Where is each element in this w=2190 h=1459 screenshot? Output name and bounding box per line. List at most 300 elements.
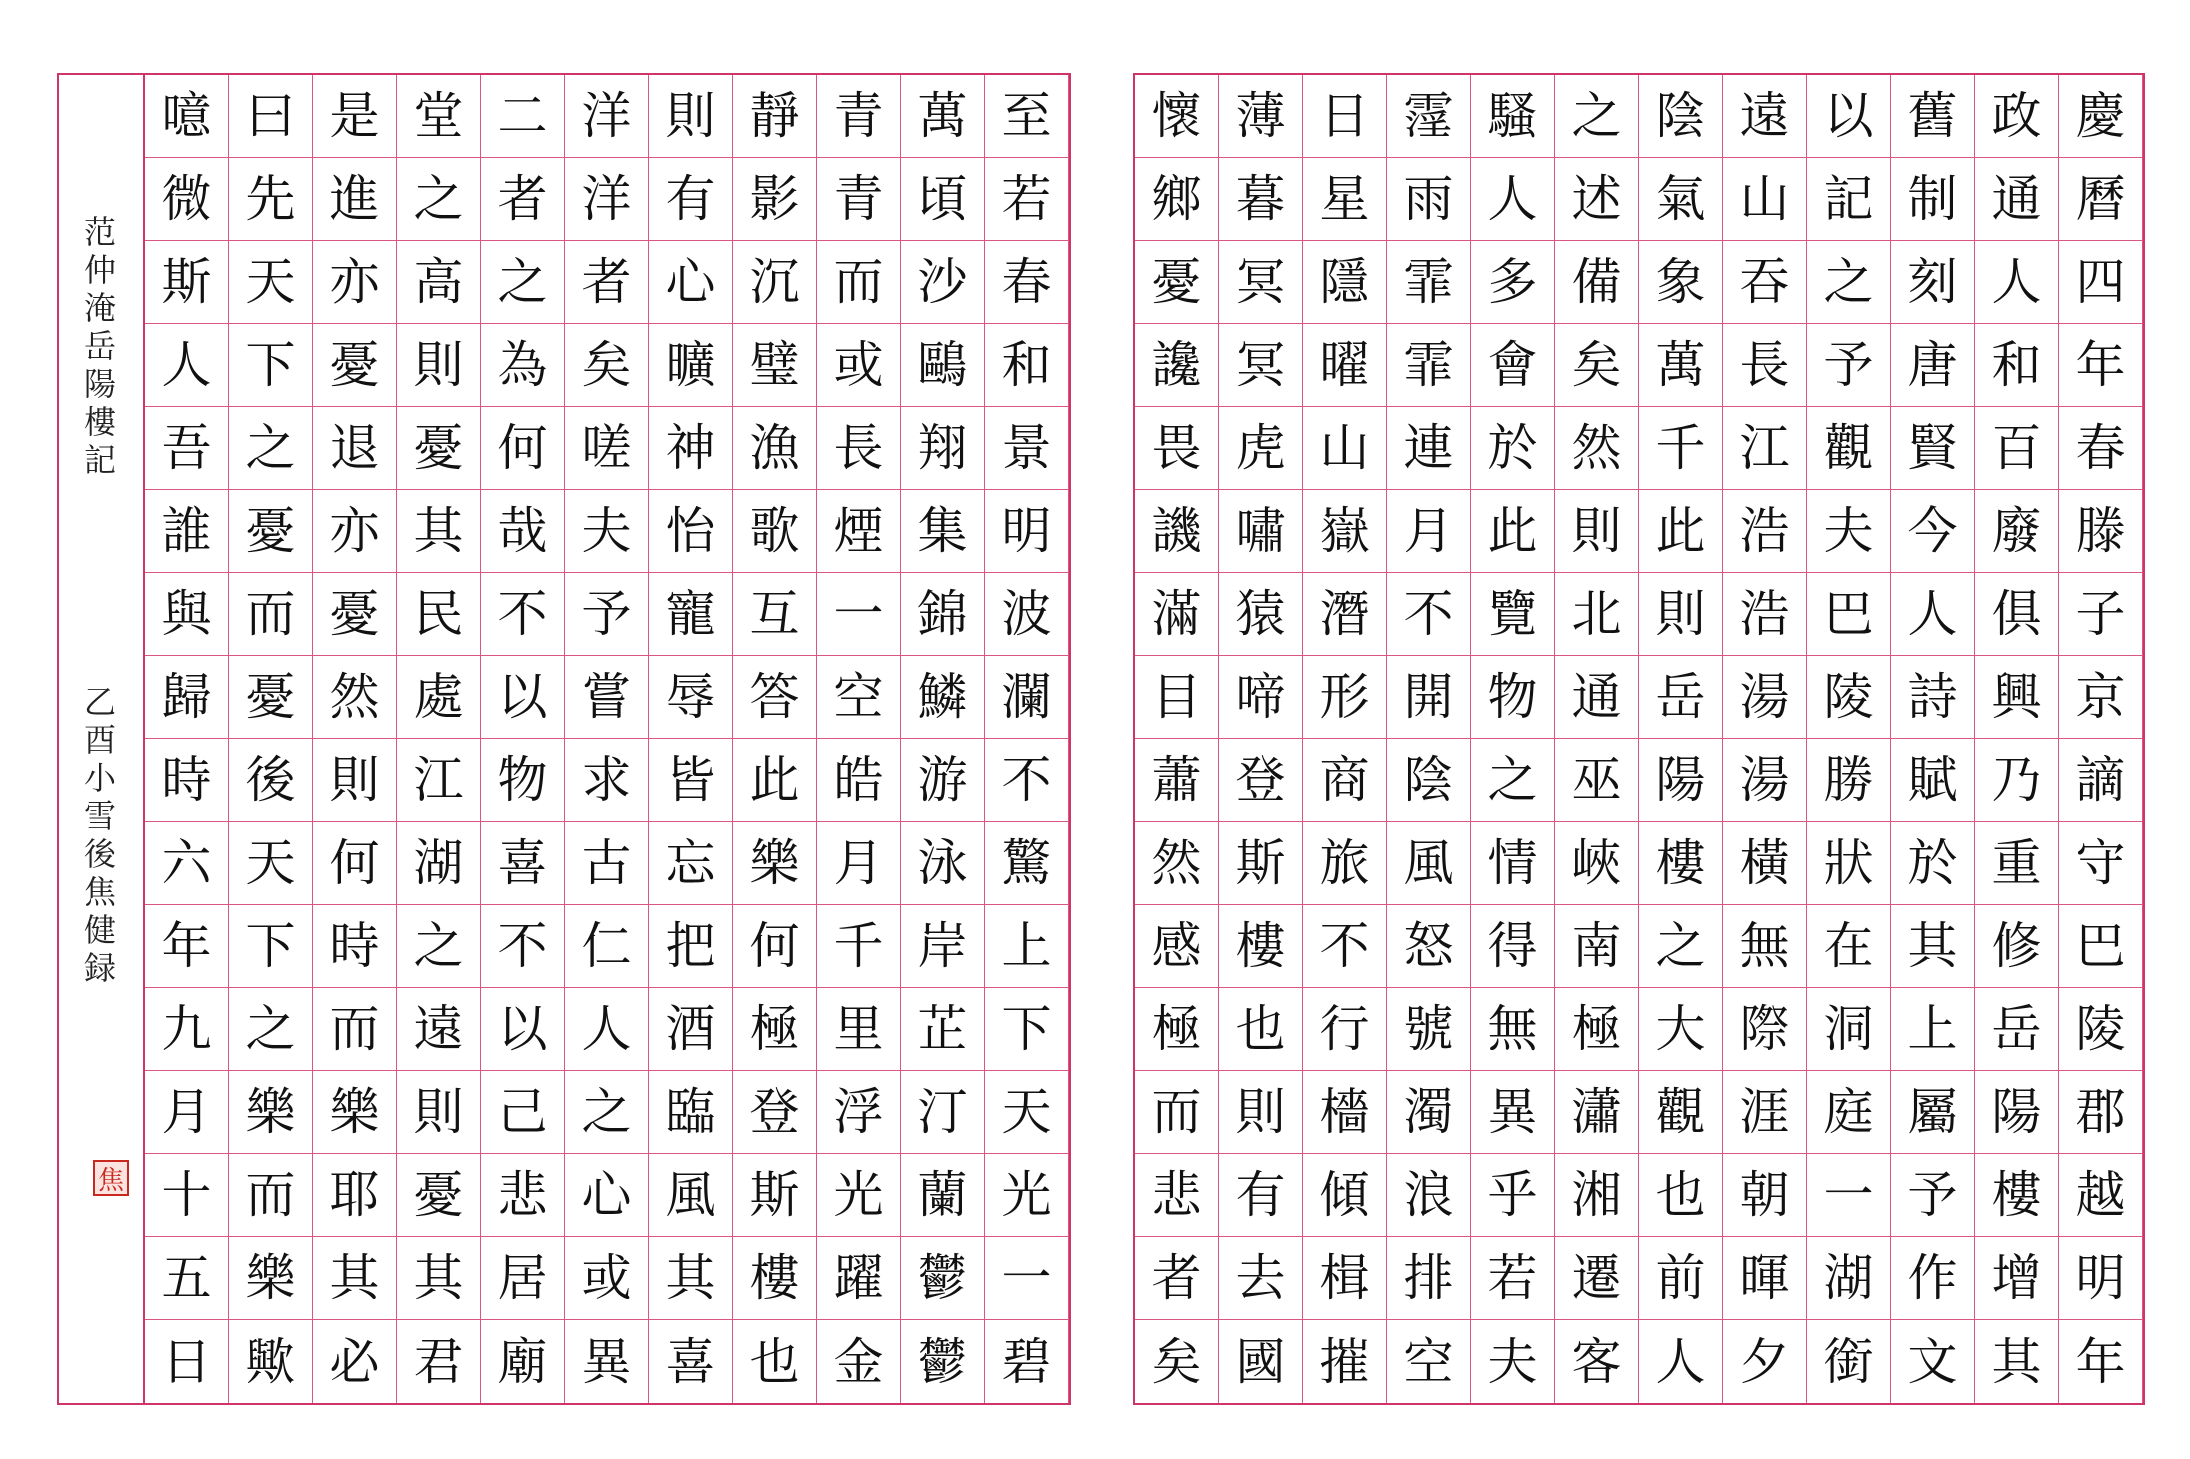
grid-character: 九 bbox=[145, 988, 229, 1071]
grid-character: 夕 bbox=[1723, 1320, 1807, 1403]
grid-character: 舊 bbox=[1891, 75, 1975, 158]
grid-character: 譏 bbox=[1135, 490, 1219, 573]
grid-character: 此 bbox=[733, 739, 817, 822]
grid-character: 峽 bbox=[1555, 822, 1639, 905]
grid-character: 居 bbox=[481, 1237, 565, 1320]
grid-character: 不 bbox=[1387, 573, 1471, 656]
grid-character: 濁 bbox=[1387, 1071, 1471, 1154]
grid-character: 異 bbox=[1471, 1071, 1555, 1154]
grid-character: 霏 bbox=[1387, 324, 1471, 407]
grid-character: 年 bbox=[2059, 324, 2143, 407]
grid-character: 子 bbox=[2059, 573, 2143, 656]
grid-character: 讒 bbox=[1135, 324, 1219, 407]
grid-character: 修 bbox=[1975, 905, 2059, 988]
grid-character: 時 bbox=[313, 905, 397, 988]
grid-character: 然 bbox=[1135, 822, 1219, 905]
grid-character: 六 bbox=[145, 822, 229, 905]
grid-character: 畏 bbox=[1135, 407, 1219, 490]
signature-date-author: 乙酉小雪後焦健録 bbox=[79, 685, 117, 989]
grid-character: 其 bbox=[649, 1237, 733, 1320]
grid-character: 青 bbox=[817, 158, 901, 241]
grid-character: 暉 bbox=[1723, 1237, 1807, 1320]
grid-character: 歌 bbox=[733, 490, 817, 573]
grid-character: 歟 bbox=[229, 1320, 313, 1403]
grid-character: 曰 bbox=[229, 75, 313, 158]
grid-character: 旅 bbox=[1303, 822, 1387, 905]
grid-character: 湖 bbox=[1807, 1237, 1891, 1320]
grid-character: 鬱 bbox=[901, 1237, 985, 1320]
grid-character: 國 bbox=[1219, 1320, 1303, 1403]
grid-character: 月 bbox=[1387, 490, 1471, 573]
grid-character: 陽 bbox=[1975, 1071, 2059, 1154]
grid-character: 號 bbox=[1387, 988, 1471, 1071]
grid-character: 於 bbox=[1891, 822, 1975, 905]
grid-character: 極 bbox=[733, 988, 817, 1071]
grid-character: 酒 bbox=[649, 988, 733, 1071]
grid-character: 悲 bbox=[1135, 1154, 1219, 1237]
grid-character: 制 bbox=[1891, 158, 1975, 241]
grid-character: 與 bbox=[145, 573, 229, 656]
grid-character: 郡 bbox=[2059, 1071, 2143, 1154]
grid-character: 開 bbox=[1387, 656, 1471, 739]
grid-character: 人 bbox=[1975, 241, 2059, 324]
grid-character: 而 bbox=[817, 241, 901, 324]
grid-character: 忘 bbox=[649, 822, 733, 905]
grid-character: 客 bbox=[1555, 1320, 1639, 1403]
grid-character: 於 bbox=[1471, 407, 1555, 490]
grid-character: 答 bbox=[733, 656, 817, 739]
grid-character: 吾 bbox=[145, 407, 229, 490]
grid-character: 樂 bbox=[229, 1237, 313, 1320]
grid-character: 若 bbox=[985, 158, 1069, 241]
grid-character: 求 bbox=[565, 739, 649, 822]
grid-character: 怒 bbox=[1387, 905, 1471, 988]
grid-character: 湘 bbox=[1555, 1154, 1639, 1237]
right-character-grid bbox=[1135, 75, 2143, 1403]
grid-character: 下 bbox=[229, 905, 313, 988]
grid-character: 觀 bbox=[1807, 407, 1891, 490]
grid-character: 遷 bbox=[1555, 1237, 1639, 1320]
grid-character: 亦 bbox=[313, 241, 397, 324]
grid-character: 其 bbox=[1891, 905, 1975, 988]
grid-character: 而 bbox=[229, 1154, 313, 1237]
grid-character: 懷 bbox=[1135, 75, 1219, 158]
grid-character: 極 bbox=[1555, 988, 1639, 1071]
grid-character: 情 bbox=[1471, 822, 1555, 905]
grid-character: 廟 bbox=[481, 1320, 565, 1403]
grid-character: 明 bbox=[2059, 1237, 2143, 1320]
grid-character: 此 bbox=[1471, 490, 1555, 573]
grid-character: 春 bbox=[2059, 407, 2143, 490]
grid-character: 唐 bbox=[1891, 324, 1975, 407]
grid-character: 多 bbox=[1471, 241, 1555, 324]
grid-character: 璧 bbox=[733, 324, 817, 407]
grid-character: 岸 bbox=[901, 905, 985, 988]
grid-character: 冥 bbox=[1219, 324, 1303, 407]
grid-character: 芷 bbox=[901, 988, 985, 1071]
grid-character: 洋 bbox=[565, 158, 649, 241]
grid-character: 必 bbox=[313, 1320, 397, 1403]
grid-character: 至 bbox=[985, 75, 1069, 158]
grid-character: 作 bbox=[1891, 1237, 1975, 1320]
grid-character: 漁 bbox=[733, 407, 817, 490]
grid-character: 鱗 bbox=[901, 656, 985, 739]
grid-character: 憂 bbox=[1135, 241, 1219, 324]
grid-character: 者 bbox=[565, 241, 649, 324]
grid-character: 矣 bbox=[1135, 1320, 1219, 1403]
grid-character: 去 bbox=[1219, 1237, 1303, 1320]
grid-character: 之 bbox=[1807, 241, 1891, 324]
grid-character: 予 bbox=[565, 573, 649, 656]
grid-character: 耶 bbox=[313, 1154, 397, 1237]
grid-character: 憂 bbox=[229, 656, 313, 739]
grid-character: 而 bbox=[1135, 1071, 1219, 1154]
grid-character: 浩 bbox=[1723, 573, 1807, 656]
grid-character: 雨 bbox=[1387, 158, 1471, 241]
grid-character: 高 bbox=[397, 241, 481, 324]
grid-character: 霏 bbox=[1387, 241, 1471, 324]
grid-character: 先 bbox=[229, 158, 313, 241]
grid-character: 商 bbox=[1303, 739, 1387, 822]
grid-character: 摧 bbox=[1303, 1320, 1387, 1403]
grid-character: 沉 bbox=[733, 241, 817, 324]
grid-character: 然 bbox=[1555, 407, 1639, 490]
grid-character: 千 bbox=[1639, 407, 1723, 490]
grid-character: 下 bbox=[229, 324, 313, 407]
grid-character: 憂 bbox=[397, 1154, 481, 1237]
grid-character: 誰 bbox=[145, 490, 229, 573]
grid-character: 星 bbox=[1303, 158, 1387, 241]
grid-character: 是 bbox=[313, 75, 397, 158]
grid-character: 月 bbox=[145, 1071, 229, 1154]
grid-character: 在 bbox=[1807, 905, 1891, 988]
grid-character: 浩 bbox=[1723, 490, 1807, 573]
grid-character: 斯 bbox=[733, 1154, 817, 1237]
grid-character: 而 bbox=[229, 573, 313, 656]
grid-character: 夫 bbox=[1807, 490, 1891, 573]
grid-character: 啼 bbox=[1219, 656, 1303, 739]
grid-character: 樓 bbox=[733, 1237, 817, 1320]
grid-character: 橫 bbox=[1723, 822, 1807, 905]
grid-character: 心 bbox=[565, 1154, 649, 1237]
grid-character: 神 bbox=[649, 407, 733, 490]
grid-character: 巴 bbox=[2059, 905, 2143, 988]
grid-character: 之 bbox=[1639, 905, 1723, 988]
grid-character: 退 bbox=[313, 407, 397, 490]
grid-character: 一 bbox=[985, 1237, 1069, 1320]
grid-character: 者 bbox=[1135, 1237, 1219, 1320]
grid-character: 空 bbox=[817, 656, 901, 739]
grid-character: 嘗 bbox=[565, 656, 649, 739]
grid-character: 傾 bbox=[1303, 1154, 1387, 1237]
grid-character: 沙 bbox=[901, 241, 985, 324]
grid-character: 其 bbox=[397, 1237, 481, 1320]
grid-character: 斯 bbox=[1219, 822, 1303, 905]
grid-character: 巫 bbox=[1555, 739, 1639, 822]
grid-character: 處 bbox=[397, 656, 481, 739]
grid-character: 涯 bbox=[1723, 1071, 1807, 1154]
grid-character: 年 bbox=[2059, 1320, 2143, 1403]
grid-character: 不 bbox=[985, 739, 1069, 822]
grid-character: 巴 bbox=[1807, 573, 1891, 656]
grid-character: 則 bbox=[1219, 1071, 1303, 1154]
grid-character: 之 bbox=[397, 905, 481, 988]
grid-character: 波 bbox=[985, 573, 1069, 656]
grid-character: 嶽 bbox=[1303, 490, 1387, 573]
grid-character: 君 bbox=[397, 1320, 481, 1403]
grid-character: 樓 bbox=[1975, 1154, 2059, 1237]
grid-character: 則 bbox=[397, 324, 481, 407]
grid-character: 謫 bbox=[2059, 739, 2143, 822]
grid-character: 潛 bbox=[1303, 573, 1387, 656]
grid-character: 狀 bbox=[1807, 822, 1891, 905]
grid-character: 之 bbox=[229, 407, 313, 490]
grid-character: 不 bbox=[481, 573, 565, 656]
grid-character: 政 bbox=[1975, 75, 2059, 158]
grid-character: 浪 bbox=[1387, 1154, 1471, 1237]
grid-character: 夫 bbox=[565, 490, 649, 573]
grid-character: 或 bbox=[817, 324, 901, 407]
grid-character: 遠 bbox=[1723, 75, 1807, 158]
grid-character: 陵 bbox=[2059, 988, 2143, 1071]
grid-character: 蕭 bbox=[1135, 739, 1219, 822]
grid-character: 陰 bbox=[1639, 75, 1723, 158]
grid-character: 大 bbox=[1639, 988, 1723, 1071]
grid-character: 明 bbox=[985, 490, 1069, 573]
grid-character: 曜 bbox=[1303, 324, 1387, 407]
grid-character: 排 bbox=[1387, 1237, 1471, 1320]
grid-character: 萬 bbox=[1639, 324, 1723, 407]
grid-character: 上 bbox=[985, 905, 1069, 988]
grid-character: 翔 bbox=[901, 407, 985, 490]
grid-character: 時 bbox=[145, 739, 229, 822]
grid-character: 樂 bbox=[229, 1071, 313, 1154]
grid-character: 賦 bbox=[1891, 739, 1975, 822]
grid-character: 一 bbox=[817, 573, 901, 656]
grid-character: 岳 bbox=[1975, 988, 2059, 1071]
grid-character: 洞 bbox=[1807, 988, 1891, 1071]
grid-character: 千 bbox=[817, 905, 901, 988]
grid-character: 風 bbox=[1387, 822, 1471, 905]
red-seal-stamp: 焦 bbox=[93, 1160, 129, 1196]
grid-character: 無 bbox=[1723, 905, 1807, 988]
grid-character: 一 bbox=[1807, 1154, 1891, 1237]
grid-character: 驚 bbox=[985, 822, 1069, 905]
grid-character: 慶 bbox=[2059, 75, 2143, 158]
left-character-grid bbox=[143, 75, 1069, 1403]
grid-character: 物 bbox=[481, 739, 565, 822]
grid-character: 亦 bbox=[313, 490, 397, 573]
grid-character: 刻 bbox=[1891, 241, 1975, 324]
grid-character: 下 bbox=[985, 988, 1069, 1071]
grid-character: 江 bbox=[397, 739, 481, 822]
grid-character: 京 bbox=[2059, 656, 2143, 739]
grid-character: 里 bbox=[817, 988, 901, 1071]
grid-character: 怡 bbox=[649, 490, 733, 573]
grid-character: 際 bbox=[1723, 988, 1807, 1071]
grid-character: 或 bbox=[565, 1237, 649, 1320]
grid-character: 人 bbox=[1471, 158, 1555, 241]
grid-character: 曠 bbox=[649, 324, 733, 407]
grid-character: 皆 bbox=[649, 739, 733, 822]
grid-character: 湖 bbox=[397, 822, 481, 905]
grid-character: 人 bbox=[1639, 1320, 1723, 1403]
grid-character: 噫 bbox=[145, 75, 229, 158]
grid-character: 然 bbox=[313, 656, 397, 739]
grid-character: 通 bbox=[1555, 656, 1639, 739]
grid-character: 物 bbox=[1471, 656, 1555, 739]
grid-character: 靜 bbox=[733, 75, 817, 158]
grid-character: 己 bbox=[481, 1071, 565, 1154]
grid-character: 上 bbox=[1891, 988, 1975, 1071]
grid-character: 嘯 bbox=[1219, 490, 1303, 573]
grid-character: 集 bbox=[901, 490, 985, 573]
grid-character: 覽 bbox=[1471, 573, 1555, 656]
grid-character: 五 bbox=[145, 1237, 229, 1320]
grid-character: 記 bbox=[1807, 158, 1891, 241]
grid-character: 山 bbox=[1723, 158, 1807, 241]
grid-character: 異 bbox=[565, 1320, 649, 1403]
grid-character: 江 bbox=[1723, 407, 1807, 490]
grid-character: 錦 bbox=[901, 573, 985, 656]
grid-character: 者 bbox=[481, 158, 565, 241]
grid-character: 長 bbox=[1723, 324, 1807, 407]
grid-character: 春 bbox=[985, 241, 1069, 324]
grid-character: 則 bbox=[1639, 573, 1723, 656]
grid-character: 憂 bbox=[229, 490, 313, 573]
grid-character: 其 bbox=[1975, 1320, 2059, 1403]
grid-character: 四 bbox=[2059, 241, 2143, 324]
grid-character: 予 bbox=[1807, 324, 1891, 407]
grid-character: 憂 bbox=[397, 407, 481, 490]
grid-character: 光 bbox=[817, 1154, 901, 1237]
grid-character: 煙 bbox=[817, 490, 901, 573]
grid-character: 影 bbox=[733, 158, 817, 241]
grid-character: 騷 bbox=[1471, 75, 1555, 158]
grid-character: 南 bbox=[1555, 905, 1639, 988]
grid-character: 心 bbox=[649, 241, 733, 324]
grid-character: 詩 bbox=[1891, 656, 1975, 739]
grid-character: 乃 bbox=[1975, 739, 2059, 822]
grid-character: 和 bbox=[985, 324, 1069, 407]
grid-character: 陵 bbox=[1807, 656, 1891, 739]
grid-character: 夫 bbox=[1471, 1320, 1555, 1403]
grid-character: 進 bbox=[313, 158, 397, 241]
grid-character: 也 bbox=[1639, 1154, 1723, 1237]
grid-character: 人 bbox=[1891, 573, 1975, 656]
grid-character: 瀾 bbox=[985, 656, 1069, 739]
grid-character: 嗟 bbox=[565, 407, 649, 490]
grid-character: 月 bbox=[817, 822, 901, 905]
grid-character: 霪 bbox=[1387, 75, 1471, 158]
grid-character: 若 bbox=[1471, 1237, 1555, 1320]
grid-character: 也 bbox=[1219, 988, 1303, 1071]
grid-character: 俱 bbox=[1975, 573, 2059, 656]
grid-character: 連 bbox=[1387, 407, 1471, 490]
grid-character: 何 bbox=[313, 822, 397, 905]
grid-character: 賢 bbox=[1891, 407, 1975, 490]
grid-character: 鬱 bbox=[901, 1320, 985, 1403]
grid-character: 汀 bbox=[901, 1071, 985, 1154]
grid-character: 日 bbox=[1303, 75, 1387, 158]
grid-character: 天 bbox=[985, 1071, 1069, 1154]
grid-character: 則 bbox=[397, 1071, 481, 1154]
grid-character: 皓 bbox=[817, 739, 901, 822]
grid-character: 會 bbox=[1471, 324, 1555, 407]
grid-character: 湯 bbox=[1723, 656, 1807, 739]
grid-character: 檣 bbox=[1303, 1071, 1387, 1154]
grid-character: 歸 bbox=[145, 656, 229, 739]
grid-character: 守 bbox=[2059, 822, 2143, 905]
grid-character: 興 bbox=[1975, 656, 2059, 739]
grid-character: 洋 bbox=[565, 75, 649, 158]
grid-character: 則 bbox=[313, 739, 397, 822]
grid-character: 以 bbox=[481, 988, 565, 1071]
grid-character: 不 bbox=[481, 905, 565, 988]
grid-character: 則 bbox=[1555, 490, 1639, 573]
grid-character: 暮 bbox=[1219, 158, 1303, 241]
grid-character: 備 bbox=[1555, 241, 1639, 324]
grid-character: 頃 bbox=[901, 158, 985, 241]
grid-character: 越 bbox=[2059, 1154, 2143, 1237]
grid-character: 樓 bbox=[1219, 905, 1303, 988]
grid-character: 樂 bbox=[313, 1071, 397, 1154]
grid-character: 廢 bbox=[1975, 490, 2059, 573]
grid-character: 庭 bbox=[1807, 1071, 1891, 1154]
grid-character: 吞 bbox=[1723, 241, 1807, 324]
grid-character: 鄉 bbox=[1135, 158, 1219, 241]
grid-character: 登 bbox=[1219, 739, 1303, 822]
grid-character: 把 bbox=[649, 905, 733, 988]
grid-character: 寵 bbox=[649, 573, 733, 656]
grid-character: 而 bbox=[313, 988, 397, 1071]
grid-character: 其 bbox=[397, 490, 481, 573]
grid-character: 之 bbox=[229, 988, 313, 1071]
grid-character: 互 bbox=[733, 573, 817, 656]
grid-character: 百 bbox=[1975, 407, 2059, 490]
grid-character: 山 bbox=[1303, 407, 1387, 490]
grid-character: 憂 bbox=[313, 324, 397, 407]
grid-character: 臨 bbox=[649, 1071, 733, 1154]
grid-character: 年 bbox=[145, 905, 229, 988]
grid-character: 喜 bbox=[649, 1320, 733, 1403]
grid-character: 矣 bbox=[1555, 324, 1639, 407]
grid-character: 泳 bbox=[901, 822, 985, 905]
grid-character: 之 bbox=[1555, 75, 1639, 158]
grid-character: 悲 bbox=[481, 1154, 565, 1237]
grid-character: 目 bbox=[1135, 656, 1219, 739]
grid-character: 勝 bbox=[1807, 739, 1891, 822]
grid-character: 辱 bbox=[649, 656, 733, 739]
grid-character: 樓 bbox=[1639, 822, 1723, 905]
grid-character: 行 bbox=[1303, 988, 1387, 1071]
grid-character: 通 bbox=[1975, 158, 2059, 241]
grid-character: 人 bbox=[145, 324, 229, 407]
grid-character: 不 bbox=[1303, 905, 1387, 988]
grid-character: 虎 bbox=[1219, 407, 1303, 490]
grid-character: 二 bbox=[481, 75, 565, 158]
grid-character: 觀 bbox=[1639, 1071, 1723, 1154]
grid-character: 哉 bbox=[481, 490, 565, 573]
grid-character: 以 bbox=[1807, 75, 1891, 158]
grid-character: 景 bbox=[985, 407, 1069, 490]
grid-character: 鷗 bbox=[901, 324, 985, 407]
grid-character: 極 bbox=[1135, 988, 1219, 1071]
grid-character: 此 bbox=[1639, 490, 1723, 573]
grid-character: 其 bbox=[313, 1237, 397, 1320]
grid-character: 則 bbox=[649, 75, 733, 158]
grid-character: 微 bbox=[145, 158, 229, 241]
